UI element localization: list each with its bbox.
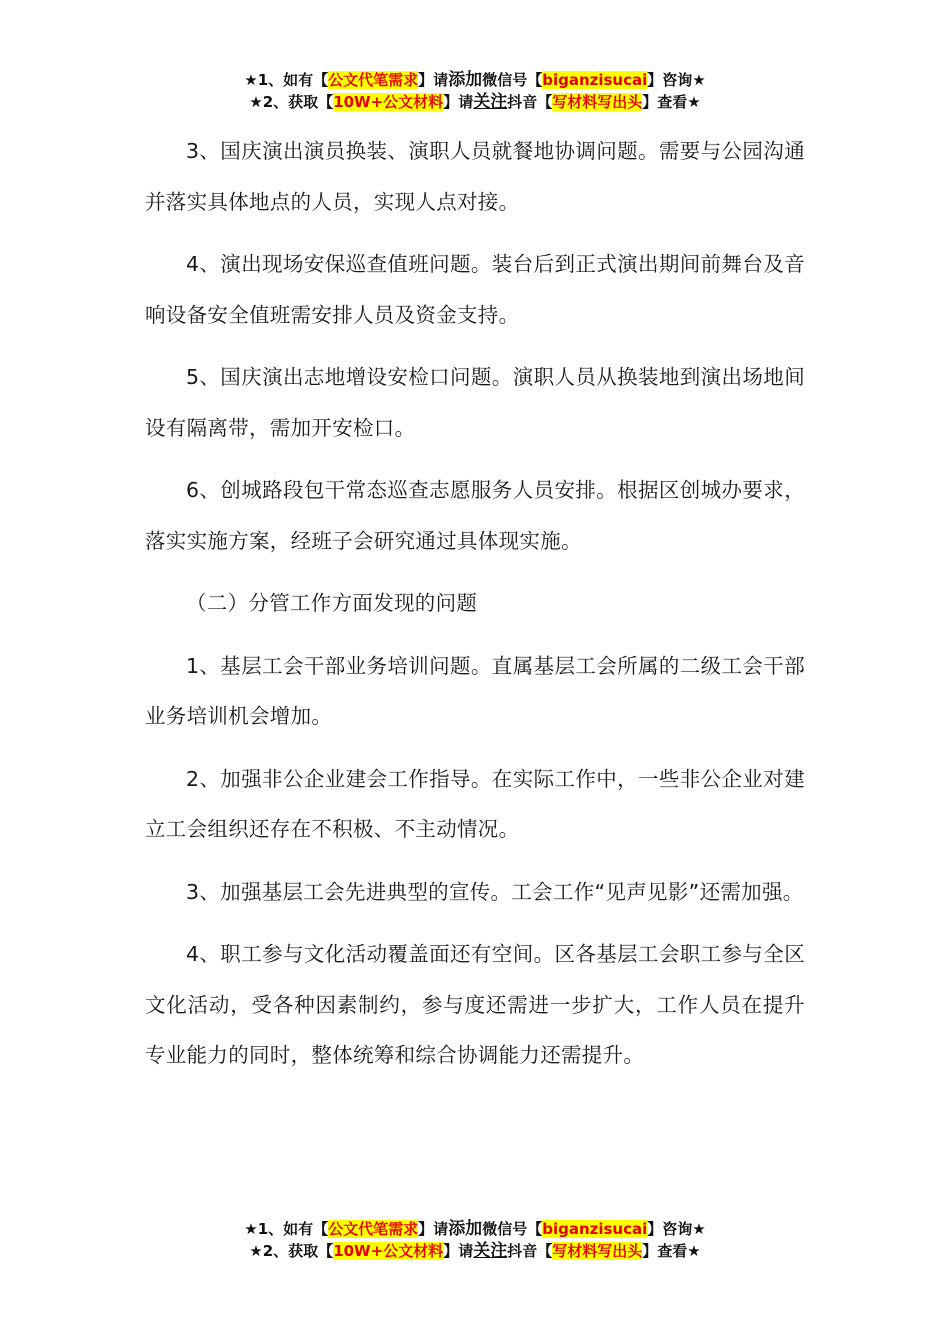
banner-text: ★2、获取【	[249, 1242, 334, 1260]
banner-text: 】咨询★	[647, 71, 706, 89]
banner-line-1	[0, 69, 950, 91]
banner-text: ★1、如有【	[244, 71, 329, 89]
banner-line-2	[0, 1240, 950, 1262]
banner-text: 】咨询★	[647, 1220, 706, 1238]
banner-text: 】请	[418, 1220, 449, 1238]
banner-text: 】请	[443, 1242, 474, 1260]
banner-text: 】请	[443, 93, 474, 111]
banner-highlight: biganzisucai	[542, 1220, 648, 1238]
banner-text: 抖音【	[507, 93, 553, 111]
banner-highlight: 写材料写出头	[552, 1242, 643, 1260]
banner-text: 微信号【	[482, 1220, 543, 1238]
banner-highlight: 公文代笔需求	[328, 1220, 419, 1238]
paragraph: 1、基层工会干部业务培训问题。直属基层工会所属的二级工会干部业务培训机会增加。	[145, 653, 805, 728]
banner-text: 】查看★	[642, 93, 701, 111]
bottom-banner	[0, 1218, 950, 1262]
banner-emphasis: 关注	[473, 1241, 508, 1261]
top-banner	[0, 69, 950, 113]
banner-highlight: 公文代笔需求	[328, 71, 419, 89]
banner-text: 】查看★	[642, 1242, 701, 1260]
banner-line-1	[0, 1218, 950, 1240]
banner-line-2	[0, 91, 950, 113]
paragraph: 2、加强非公企业建会工作指导。在实际工作中，一些非公企业对建立工会组织还存在不积极、不主动情况。	[145, 766, 805, 841]
banner-emphasis: 关注	[473, 92, 508, 112]
banner-highlight: 10W+公文材料	[333, 93, 444, 111]
paragraph: 3、国庆演出演员换装、演职人员就餐地协调问题。需要与公园沟通并落实具体地点的人员，实现人点对接。	[145, 139, 805, 214]
banner-highlight: 写材料写出头	[552, 93, 643, 111]
banner-emphasis: 添加	[448, 1219, 483, 1239]
banner-text: 抖音【	[507, 1242, 553, 1260]
paragraph: 5、国庆演出志地增设安检口问题。演职人员从换装地到演出场地间设有隔离带，需加开安检口。	[145, 365, 805, 440]
banner-highlight: biganzisucai	[542, 71, 648, 89]
banner-highlight: 10W+公文材料	[333, 1242, 444, 1260]
section-heading: （二）分管工作方面发现的问题	[186, 591, 478, 615]
banner-text: 微信号【	[482, 71, 543, 89]
banner-text: ★2、获取【	[249, 93, 334, 111]
paragraph: 3、加强基层工会先进典型的宣传。工会工作“见声见影”还需加强。	[186, 879, 804, 904]
banner-text: ★1、如有【	[244, 1220, 329, 1238]
banner-text: 】请	[418, 71, 449, 89]
banner-emphasis: 添加	[448, 70, 483, 90]
document-body	[145, 126, 805, 1093]
paragraph: 4、职工参与文化活动覆盖面还有空间。区各基层工会职工参与全区文化活动，受各种因素制约，参与度还需进一步扩大，工作人员在提升专业能力的同时，整体统筹和综合协调能力还需提升。	[145, 942, 805, 1067]
paragraph: 6、创城路段包干常态巡查志愿服务人员安排。根据区创城办要求，落实实施方案，经班子会研究通过具体现实施。	[145, 478, 805, 553]
paragraph: 4、演出现场安保巡查值班问题。装台后到正式演出期间前舞台及音响设备安全值班需安排人员及资金支持。	[145, 252, 805, 327]
